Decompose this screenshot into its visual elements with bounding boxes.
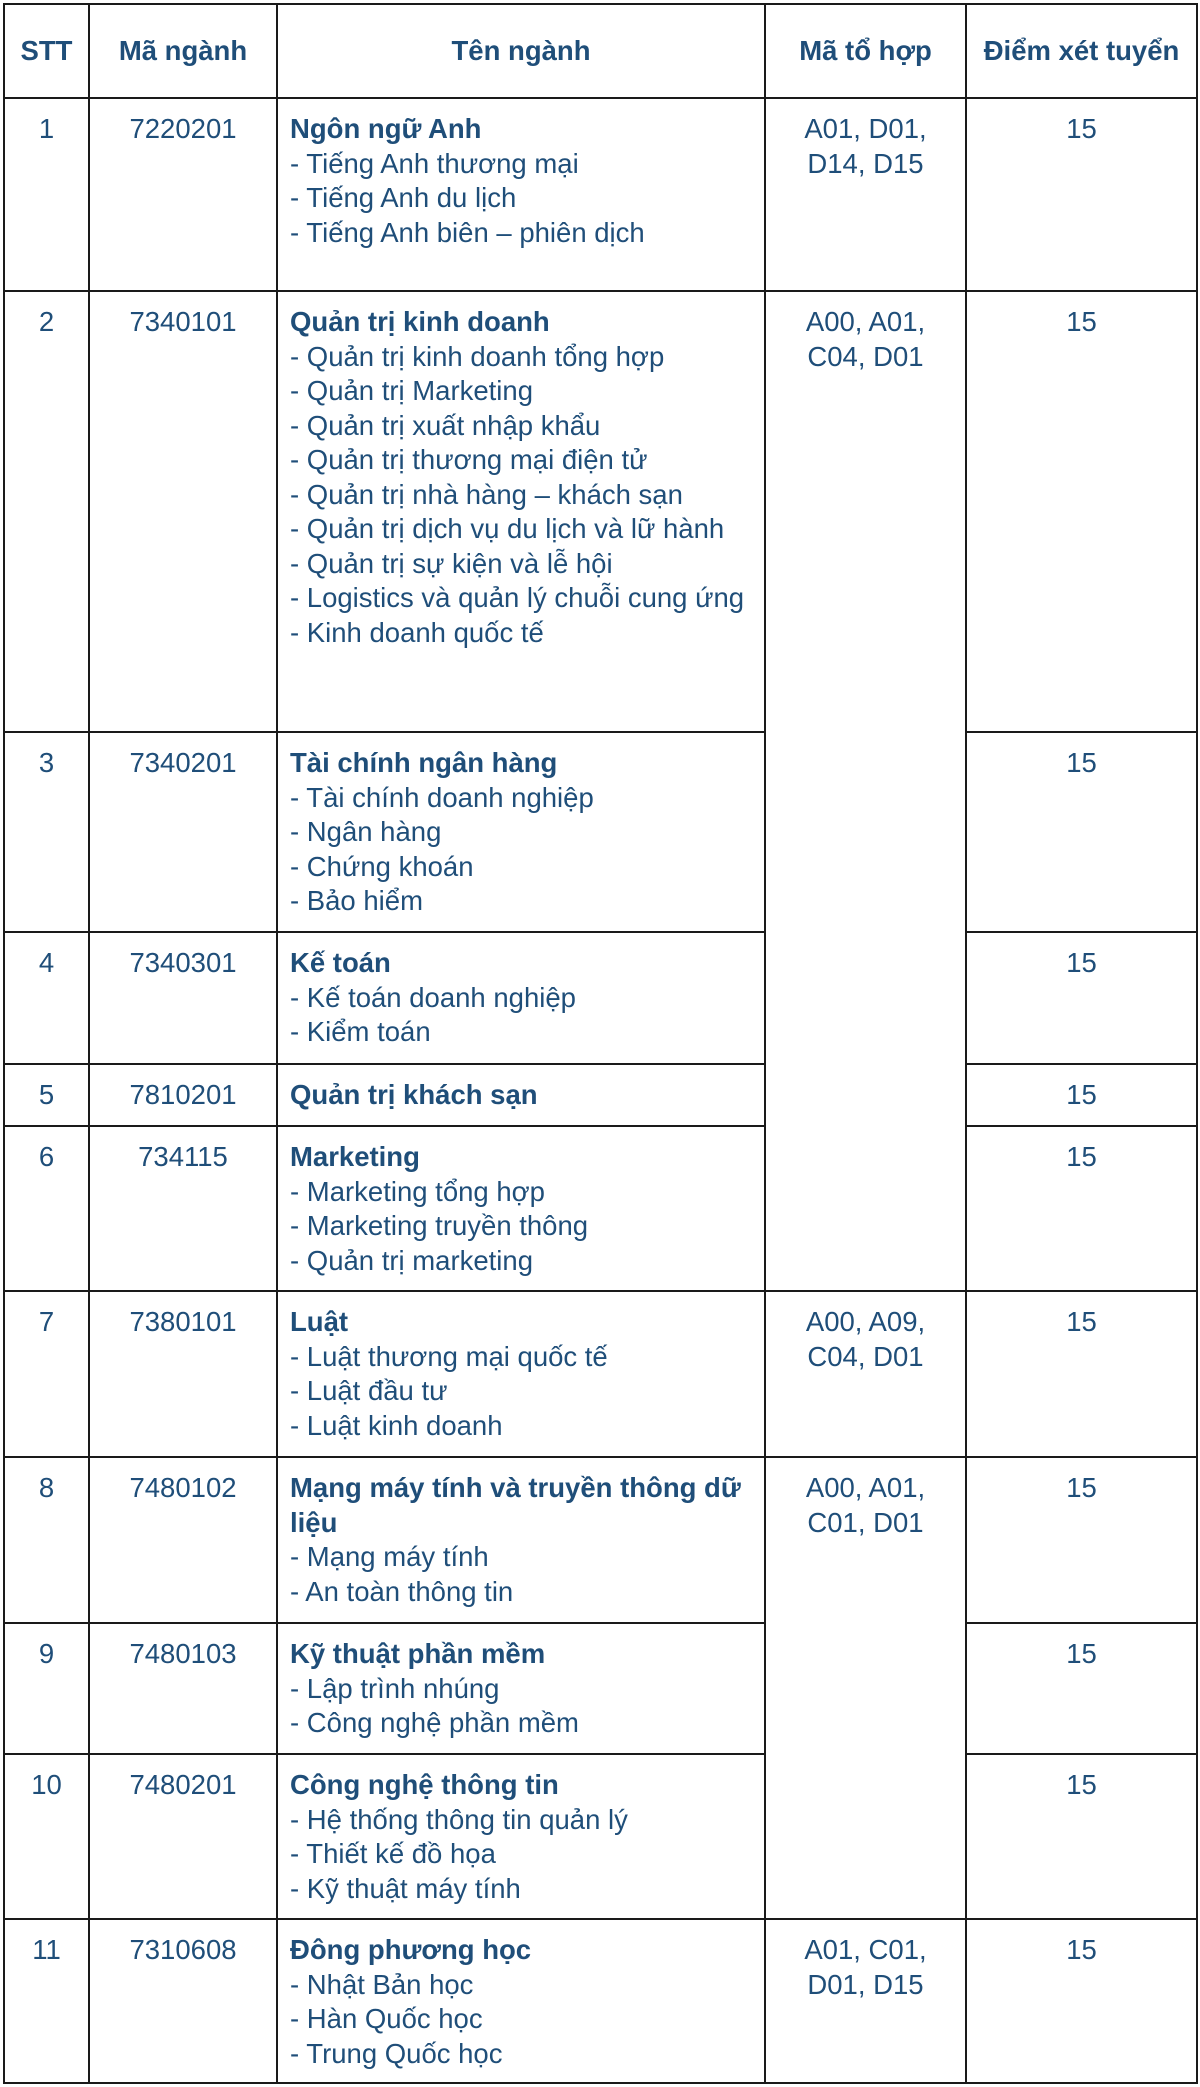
score-cell: 15 xyxy=(966,1457,1197,1623)
specialization: - Kiểm toán xyxy=(290,1016,431,1047)
header-stt: STT xyxy=(4,4,89,98)
table-row xyxy=(4,932,1197,1064)
major-code-cell: 7220201 xyxy=(89,98,277,291)
major-code-cell: 7480201 xyxy=(89,1754,277,1919)
major-code-cell: 7340201 xyxy=(89,732,277,932)
table-row xyxy=(4,1457,1197,1623)
specialization: - Kỹ thuật máy tính xyxy=(290,1872,521,1904)
stt-cell: 11 xyxy=(4,1919,89,2083)
major-name: Công nghệ thông tin xyxy=(290,1769,559,1800)
specialization: - Quản trị Marketing xyxy=(290,375,534,406)
specialization: - An toàn thông tin xyxy=(290,1575,514,1607)
specialization: - Chứng khoán xyxy=(290,850,474,882)
major-name: Kỹ thuật phần mềm xyxy=(290,1638,546,1669)
score-cell: 15 xyxy=(966,732,1197,932)
stt-cell: 7 xyxy=(4,1291,89,1457)
major-code-cell: 7380101 xyxy=(89,1291,277,1457)
specialization: - Luật đầu tư xyxy=(290,1375,448,1406)
major-name: Đông phương học xyxy=(290,1934,532,1965)
major-name-cell xyxy=(277,1457,765,1623)
specialization: - Hệ thống thông tin quản lý xyxy=(290,1803,628,1835)
specialization: - Ngân hàng xyxy=(290,816,442,847)
combination-codes: A01, C01, D01, D15 xyxy=(804,1934,927,2000)
combination-codes: A00, A01, C01, D01 xyxy=(805,1472,926,1538)
specialization: - Kế toán doanh nghiệp xyxy=(290,981,576,1013)
specialization: - Bảo hiểm xyxy=(290,885,423,916)
major-name-cell xyxy=(277,1754,765,1919)
table-row xyxy=(4,98,1197,291)
specialization: - Tiếng Anh biên – phiên dịch xyxy=(290,216,645,248)
combination-codes: A00, A09, C04, D01 xyxy=(805,1306,926,1372)
major-name: Tài chính ngân hàng xyxy=(290,747,558,778)
specialization: - Quản trị dịch vụ du lịch và lữ hành xyxy=(290,513,725,544)
specialization: - Luật thương mại quốc tế xyxy=(290,1340,608,1372)
specialization: - Tiếng Anh thương mại xyxy=(290,147,579,179)
major-name: Marketing xyxy=(290,1141,420,1172)
major-code-cell: 7310608 xyxy=(89,1919,277,2083)
header-row xyxy=(4,4,1197,98)
table-row xyxy=(4,1754,1197,1919)
combination-codes: A01, D01, D14, D15 xyxy=(804,113,927,179)
specialization: - Mạng máy tính xyxy=(290,1541,489,1572)
stt-cell: 4 xyxy=(4,932,89,1064)
score-cell: 15 xyxy=(966,1291,1197,1457)
specialization: - Tài chính doanh nghiệp xyxy=(290,781,594,813)
specialization: - Thiết kế đồ họa xyxy=(290,1838,496,1869)
combination-cell xyxy=(765,98,966,291)
specialization: - Quản trị sự kiện và lễ hội xyxy=(290,547,613,579)
table-row xyxy=(4,1126,1197,1291)
specialization: - Nhật Bản học xyxy=(290,1968,474,2000)
score-cell: 15 xyxy=(966,1754,1197,1919)
combination-cell xyxy=(765,1919,966,2083)
score-cell: 15 xyxy=(966,1623,1197,1754)
major-name-cell xyxy=(277,98,765,291)
major-code-cell: 734115 xyxy=(89,1126,277,1291)
stt-cell: 9 xyxy=(4,1623,89,1754)
combination-cell xyxy=(765,1291,966,1457)
specialization: - Marketing truyền thông xyxy=(290,1210,589,1241)
major-code-cell: 7810201 xyxy=(89,1064,277,1126)
major-name-cell xyxy=(277,1064,765,1126)
specialization: - Quản trị kinh doanh tổng hợp xyxy=(290,340,665,372)
header-ma-nganh: Mã ngành xyxy=(89,4,277,98)
specialization: - Quản trị marketing xyxy=(290,1244,534,1276)
header-ma-to-hop: Mã tổ hợp xyxy=(765,4,966,98)
combination-cell xyxy=(765,1457,966,1919)
major-name: Quản trị kinh doanh xyxy=(290,306,550,337)
major-name: Kế toán xyxy=(290,947,391,978)
major-name: Mạng máy tính và truyền thông dữ liệu xyxy=(290,1472,741,1538)
table-row xyxy=(4,1291,1197,1457)
stt-cell: 10 xyxy=(4,1754,89,1919)
major-code-cell: 7480102 xyxy=(89,1457,277,1623)
major-name: Ngôn ngữ Anh xyxy=(290,113,482,144)
admission-table xyxy=(3,3,1198,2084)
specialization: - Công nghệ phần mềm xyxy=(290,1707,579,1738)
stt-cell: 3 xyxy=(4,732,89,932)
stt-cell: 8 xyxy=(4,1457,89,1623)
score-cell: 15 xyxy=(966,1064,1197,1126)
major-name-cell xyxy=(277,1291,765,1457)
specialization: - Quản trị nhà hàng – khách sạn xyxy=(290,478,683,510)
major-name-cell xyxy=(277,732,765,932)
specialization: - Lập trình nhúng xyxy=(290,1672,500,1704)
table-row xyxy=(4,732,1197,932)
specialization: - Tiếng Anh du lịch xyxy=(290,182,517,213)
header-ten-nganh: Tên ngành xyxy=(277,4,765,98)
major-code-cell: 7340101 xyxy=(89,291,277,732)
major-name-cell xyxy=(277,1623,765,1754)
table-row xyxy=(4,1623,1197,1754)
major-name-cell xyxy=(277,1126,765,1291)
table-row xyxy=(4,291,1197,732)
specialization: - Quản trị thương mại điện tử xyxy=(290,444,648,475)
major-name: Luật xyxy=(290,1306,349,1337)
specialization: - Hàn Quốc học xyxy=(290,2003,483,2034)
stt-cell: 6 xyxy=(4,1126,89,1291)
stt-cell: 1 xyxy=(4,98,89,291)
specialization: - Logistics và quản lý chuỗi cung ứng xyxy=(290,582,745,613)
score-cell: 15 xyxy=(966,1126,1197,1291)
header-diem-xet-tuyen: Điểm xét tuyển xyxy=(966,4,1197,98)
major-name: Quản trị khách sạn xyxy=(290,1079,538,1110)
major-name-cell xyxy=(277,291,765,732)
table-row xyxy=(4,1919,1197,2083)
combination-cell xyxy=(765,291,966,1291)
score-cell: 15 xyxy=(966,291,1197,732)
score-cell: 15 xyxy=(966,1919,1197,2083)
major-code-cell: 7340301 xyxy=(89,932,277,1064)
major-name-cell xyxy=(277,1919,765,2083)
specialization: - Luật kinh doanh xyxy=(290,1409,503,1441)
stt-cell: 2 xyxy=(4,291,89,732)
score-cell: 15 xyxy=(966,932,1197,1064)
admission-table-container xyxy=(3,3,1198,2084)
major-code-cell: 7480103 xyxy=(89,1623,277,1754)
specialization: - Quản trị xuất nhập khẩu xyxy=(290,409,601,441)
specialization: - Trung Quốc học xyxy=(290,2037,503,2069)
specialization: - Marketing tổng hợp xyxy=(290,1175,545,1207)
combination-codes: A00, A01, C04, D01 xyxy=(805,306,926,372)
stt-cell: 5 xyxy=(4,1064,89,1126)
score-cell: 15 xyxy=(966,98,1197,291)
table-row xyxy=(4,1064,1197,1126)
specialization: - Kinh doanh quốc tế xyxy=(290,616,544,648)
major-name-cell xyxy=(277,932,765,1064)
